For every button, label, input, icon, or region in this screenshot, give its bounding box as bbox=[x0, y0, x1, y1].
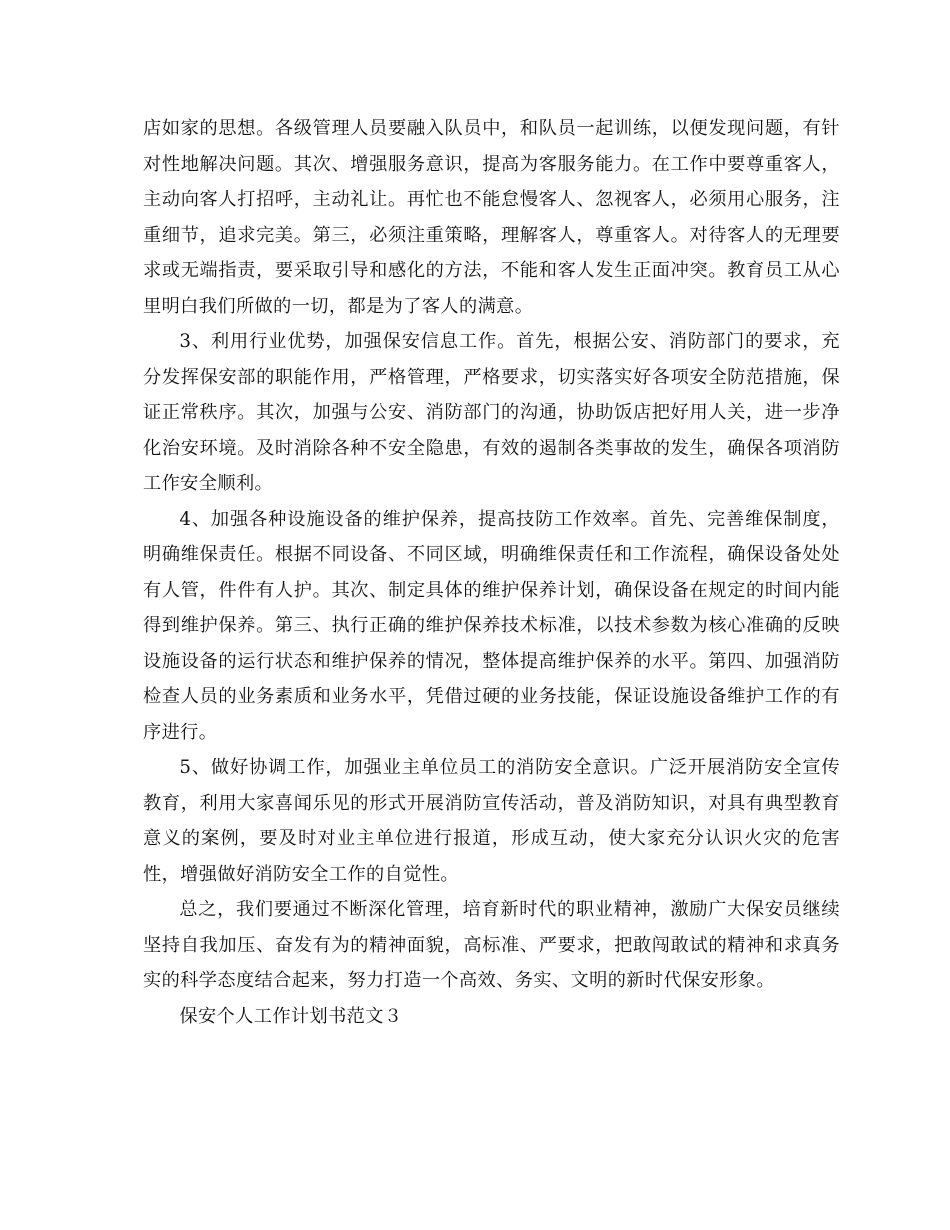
paragraph-conclusion: 总之，我们要通过不断深化管理，培育新时代的职业精神，激励广大保安员继续坚持自我加压、奋发有为的精神面貌，高标准、严要求，把敢闯敢试的精神和求真务实的科学态度结合起来，努力打造一个高效、务实、文明的新时代保安形象。 bbox=[143, 899, 840, 991]
section-heading: 保安个人工作计划书范文３ bbox=[179, 1005, 403, 1027]
paragraph-continuation: 店如家的思想。各级管理人员要融入队员中，和队员一起训练，以便发现问题，有针对性地解决问题。其次、增强服务意识，提高为客服务能力。在工作中要尊重客人，主动向客人打招呼，主动礼让。再忙也不能怠慢客人、忽视客人，必须用心服务，注重细节，追求完美。第三，必须注重策略，理解客人，尊重客人。对待客人的无理要求或无端指责，要采取引导和感化的方法，不能和客人发生正面冲突。教育员工从心里明白我们所做的一切，都是为了客人的满意。 bbox=[143, 118, 840, 317]
paragraph-item-4: 4、加强各种设施设备的维护保养，提高技防工作效率。首先、完善维保制度，明确维保责任。根据不同设备、不同区域，明确维保责任和工作流程，确保设备处处有人管，件件有人护。其次、制定具体的维护保养计划，确保设备在规定的时间内能得到维护保养。第三、执行正确的维护保养技术标准，以技术参数为核心准确的反映设施设备的运行状态和维护保养的情况，整体提高维护保养的水平。第四、加强消防检查人员的业务素质和业务水平，凭借过硬的业务技能，保证设施设备维护工作的有序进行。 bbox=[143, 508, 840, 743]
document-page bbox=[143, 111, 840, 1034]
paragraph-item-5: 5、做好协调工作，加强业主单位员工的消防安全意识。广泛开展消防安全宣传教育，利用大家喜闻乐见的形式开展消防宣传活动，普及消防知识，对具有典型教育意义的案例，要及时对业主单位进行报道，形成互动，使大家充分认识火灾的危害性，增强做好消防安全工作的自觉性。 bbox=[143, 757, 840, 885]
paragraph-item-3: 3、利用行业优势，加强保安信息工作。首先，根据公安、消防部门的要求，充分发挥保安部的职能作用，严格管理，严格要求，切实落实好各项安全防范措施，保证正常秩序。其次，加强与公安、消防部门的沟通，协助饭店把好用人关，进一步净化治安环境。及时消除各种不安全隐患，有效的遏制各类事故的发生，确保各项消防工作安全顺利。 bbox=[143, 331, 840, 494]
